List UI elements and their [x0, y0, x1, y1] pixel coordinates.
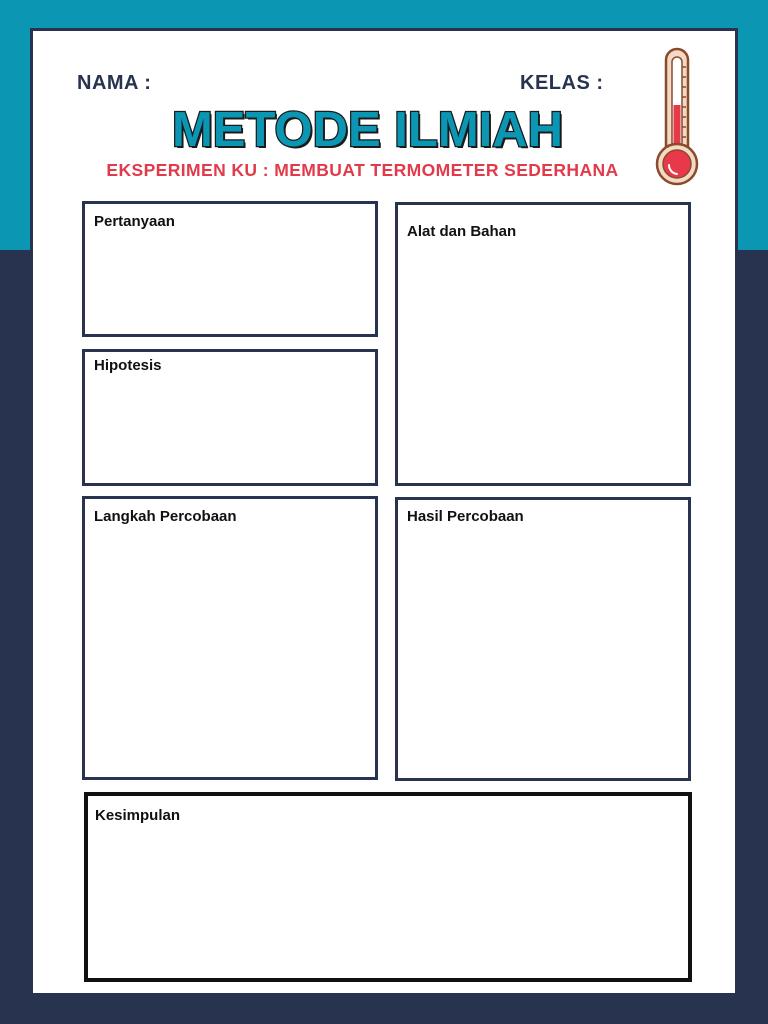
subtitle: EKSPERIMEN KU : MEMBUAT TERMOMETER SEDERHANA	[106, 160, 619, 180]
pertanyaan-label: Pertanyaan	[94, 213, 175, 230]
hipotesis-box[interactable]	[82, 349, 378, 486]
langkah-percobaan-label: Langkah Percobaan	[94, 508, 237, 525]
kesimpulan-label: Kesimpulan	[95, 807, 181, 824]
hasil-percobaan-label: Hasil Percobaan	[407, 508, 524, 525]
langkah-percobaan-box[interactable]	[82, 496, 378, 780]
alat-bahan-label: Alat dan Bahan	[407, 223, 517, 240]
alat-bahan-box[interactable]	[395, 202, 691, 486]
hipotesis-label: Hipotesis	[94, 357, 162, 374]
page-title: METODE ILMIAH	[171, 103, 564, 157]
pertanyaan-box[interactable]	[82, 201, 378, 337]
kesimpulan-box[interactable]	[84, 792, 692, 982]
kelas-label: KELAS :	[520, 72, 604, 94]
thermometer-icon	[654, 47, 702, 187]
hasil-percobaan-box[interactable]	[395, 497, 691, 781]
nama-label: NAMA :	[77, 72, 152, 94]
